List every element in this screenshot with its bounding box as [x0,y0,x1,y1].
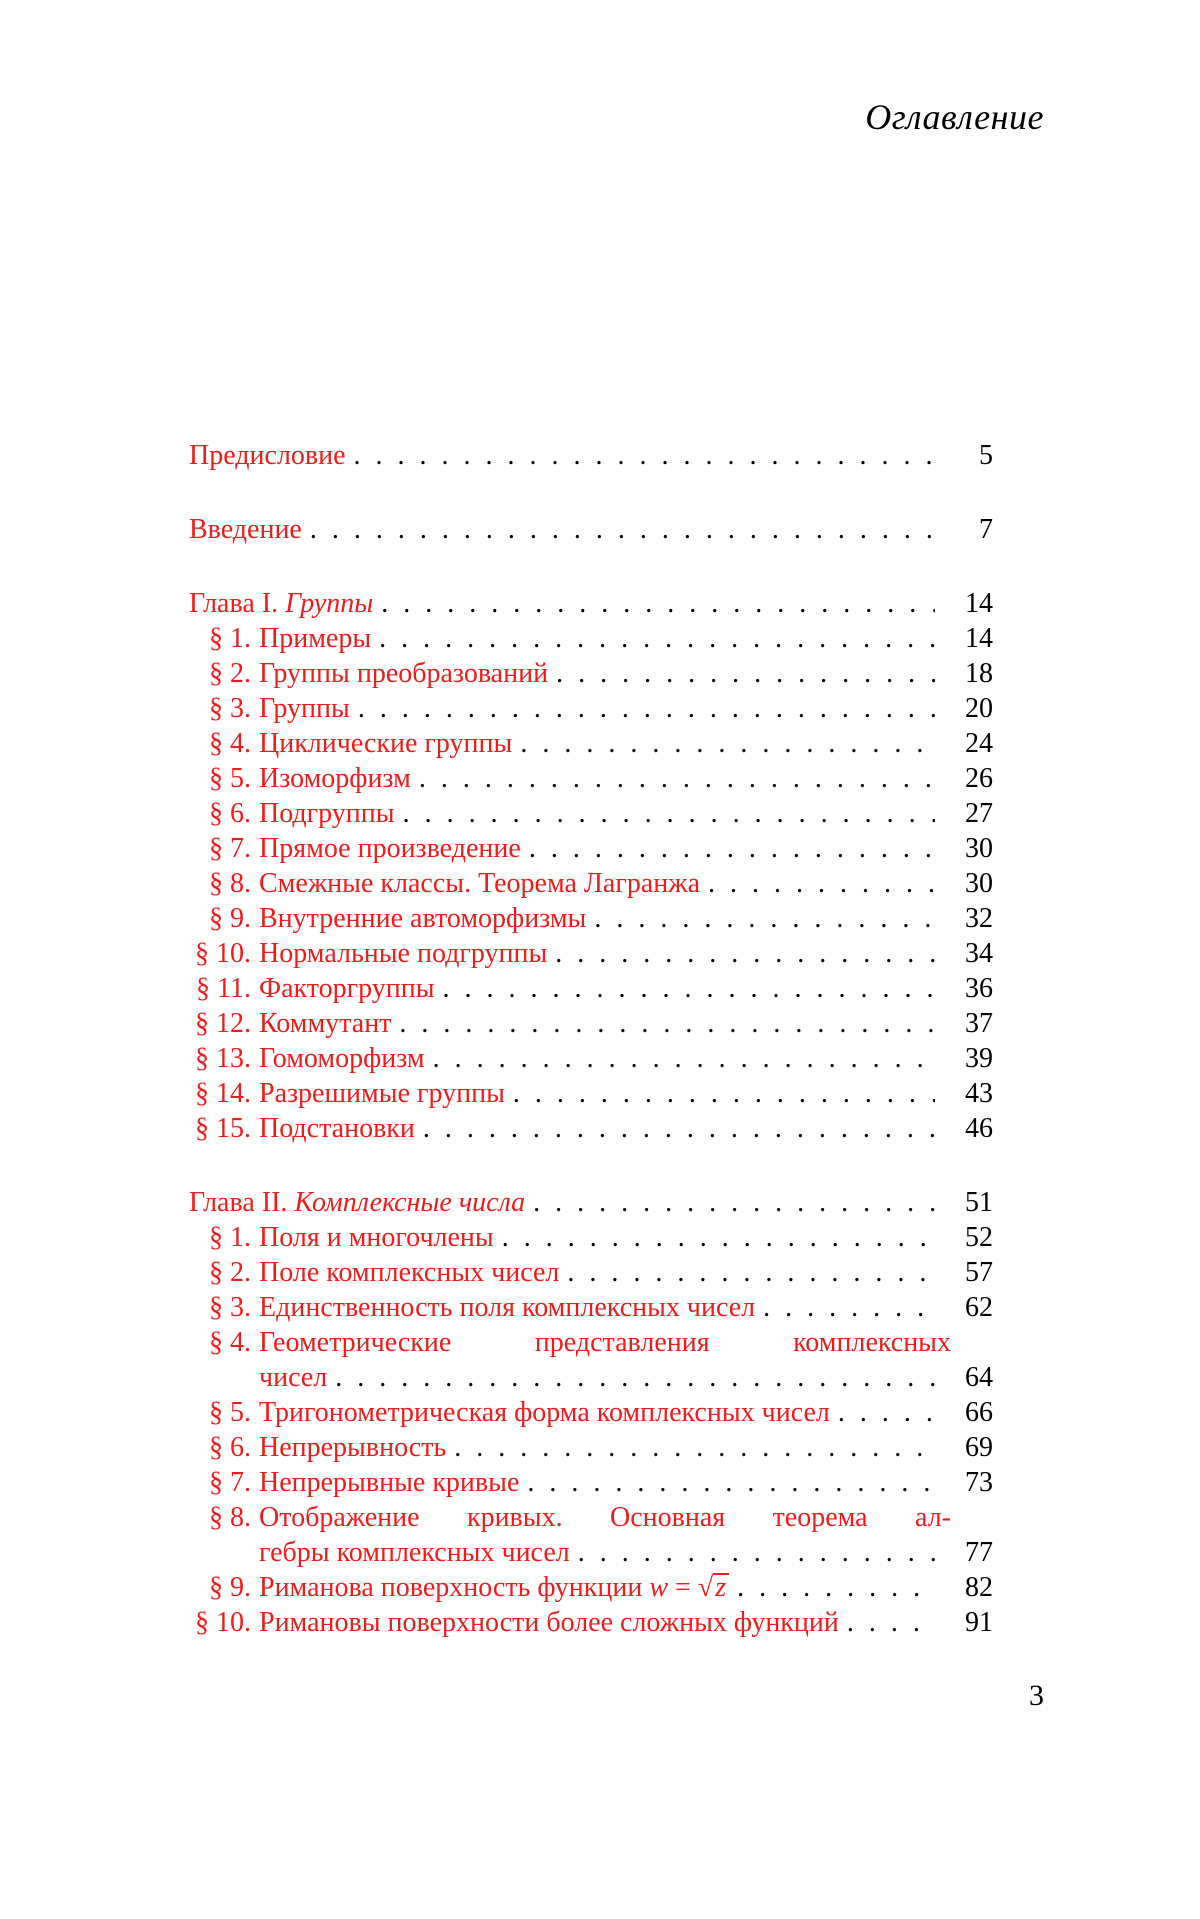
section-number: § 15. [189,1111,259,1146]
section-title-text: Изоморфизм [259,763,411,794]
toc-section-entry[interactable] [189,1076,993,1111]
section-number: § 5. [189,761,259,796]
toc-section-entry[interactable] [189,656,993,691]
section-title[interactable] [259,761,411,796]
dot-leader [578,1535,935,1570]
toc-entry-page: 57 [943,1255,993,1290]
chapter-name: Группы [285,588,373,619]
section-title[interactable] [259,1430,446,1465]
dot-leader [594,901,935,936]
section-title-text: Нормальные подгруппы [259,938,547,969]
toc-entry-page: 39 [943,1041,993,1076]
formula-equals: = [675,1572,691,1603]
section-title[interactable] [259,1041,425,1076]
toc-section-entry[interactable] [189,1465,993,1500]
section-number: § 9. [189,901,259,936]
toc-section-entry[interactable] [189,1605,993,1640]
section-title-text: Гомоморфизм [259,1043,425,1074]
section-number: § 7. [189,831,259,866]
toc-entry-title[interactable]: Предисловие [189,438,346,473]
dot-leader [399,1006,935,1041]
toc-entry-page: 69 [943,1430,993,1465]
toc-entry-page: 24 [943,726,993,761]
chapter-title[interactable] [189,1185,525,1220]
toc-section-entry[interactable] [189,726,993,761]
dot-leader [454,1430,935,1465]
section-number: § 7. [189,1465,259,1500]
chapter-title[interactable] [189,586,373,621]
dot-leader [419,761,935,796]
section-number: § 8. [189,1500,259,1535]
dot-leader [354,438,935,473]
toc-section-entry-continued[interactable] [189,1535,993,1570]
section-title[interactable] [259,866,700,901]
section-title-text: Коммутант [259,1008,391,1039]
chapter-name: Комплексные числа [294,1187,525,1218]
page-number: 3 [1029,1679,1044,1713]
section-title[interactable] [259,1290,755,1325]
dot-leader [737,1570,935,1605]
toc-section-entry[interactable] [189,691,993,726]
section-title-text: Непрерывные кривые [259,1467,519,1498]
section-number: § 9. [189,1570,259,1605]
section-title[interactable] [259,901,586,936]
section-title[interactable] [259,1395,830,1430]
dot-leader [520,726,935,761]
toc-entry-page: 7 [943,512,993,547]
dot-leader [838,1395,935,1430]
toc-section-entry[interactable] [189,1430,993,1465]
toc-section-entry[interactable] [189,936,993,971]
section-title-line1[interactable]: Геометрические представления комплексных [259,1325,951,1360]
toc-section-entry[interactable] [189,621,993,656]
section-title[interactable] [259,726,512,761]
section-title-text: Подгруппы [259,798,395,829]
section-number: § 1. [189,1220,259,1255]
section-title-text: Римановы поверхности более сложных функций [259,1607,839,1638]
toc-section-entry[interactable] [189,1255,993,1290]
chapter-prefix: Глава II. [189,1187,287,1218]
toc-entry-page: 66 [943,1395,993,1430]
section-title-text: Смежные классы. Теорема Лагранжа [259,868,700,899]
table-of-contents [189,438,993,1640]
toc-entry-page: 37 [943,1006,993,1041]
toc-chapter-1[interactable] [189,586,993,621]
toc-entry-page: 34 [943,936,993,971]
toc-section-entry[interactable] [189,901,993,936]
dot-leader [443,971,935,1006]
section-title-text: Поле комплексных чисел [259,1257,559,1288]
toc-entry-page: 52 [943,1220,993,1255]
section-title-line1[interactable]: Отображение кривых. Основная теорема ал- [259,1500,951,1535]
section-title[interactable] [259,1006,391,1041]
dot-leader [847,1605,935,1640]
toc-entry-page: 14 [943,586,993,621]
dot-leader [335,1360,935,1395]
section-number: § 6. [189,1430,259,1465]
section-number: § 2. [189,1255,259,1290]
section-title-text: Внутренние автоморфизмы [259,903,586,934]
section-title[interactable] [259,1111,415,1146]
toc-entry-page: 62 [943,1290,993,1325]
section-number: § 13. [189,1041,259,1076]
toc-section-entry[interactable] [189,1395,993,1430]
toc-section-entry[interactable] [189,866,993,901]
section-title-text: Разрешимые группы [259,1078,505,1109]
section-title-text: Риманова поверхность функции [259,1572,642,1603]
section-title[interactable] [259,936,547,971]
toc-section-entry[interactable] [189,831,993,866]
toc-section-entry[interactable] [189,1041,993,1076]
section-title-text: Прямое произведение [259,833,521,864]
toc-section-entry[interactable] [189,1500,993,1535]
section-number: § 10. [189,1605,259,1640]
toc-entry-page: 5 [943,438,993,473]
formula-lhs: w [649,1572,668,1603]
section-title[interactable] [259,691,350,726]
section-number: § 12. [189,1006,259,1041]
toc-section-entry[interactable] [189,1220,993,1255]
section-number: § 5. [189,1395,259,1430]
dot-leader [556,656,935,691]
toc-entry-intro[interactable] [189,512,993,547]
section-title[interactable] [259,621,371,656]
toc-section-entry[interactable] [189,1570,993,1605]
dot-leader [502,1220,935,1255]
section-number: § 4. [189,1325,259,1360]
toc-entry-page: 14 [943,621,993,656]
section-number: § 14. [189,1076,259,1111]
toc-entry-page: 18 [943,656,993,691]
running-title: Оглавление [865,96,1044,138]
section-title[interactable] [259,656,548,691]
section-title[interactable] [259,831,521,866]
dot-leader [381,586,935,621]
toc-section-entry[interactable] [189,1290,993,1325]
toc-entry-page: 30 [943,831,993,866]
section-title[interactable] [259,1570,729,1605]
toc-entry-page: 27 [943,796,993,831]
dot-leader [358,691,935,726]
toc-entry-preface[interactable] [189,438,993,473]
dot-leader [310,512,935,547]
dot-leader [513,1076,935,1111]
section-number: § 6. [189,796,259,831]
toc-entry-page: 73 [943,1465,993,1500]
formula-radicand: z [713,1573,729,1601]
formula: w = √z [649,1572,729,1603]
chapter-prefix: Глава I. [189,588,278,619]
dot-leader [555,936,935,971]
toc-entry-page: 64 [943,1360,993,1395]
toc-entry-page: 43 [943,1076,993,1111]
section-number: § 10. [189,936,259,971]
section-title-text: Факторгруппы [259,973,435,1004]
toc-entry-page: 32 [943,901,993,936]
section-title[interactable] [259,1465,519,1500]
section-title-text: Подстановки [259,1113,415,1144]
toc-section-entry[interactable] [189,761,993,796]
section-title[interactable] [259,1255,559,1290]
dot-leader [529,831,935,866]
section-title-text: Группы [259,693,350,724]
toc-section-entry[interactable] [189,1111,993,1146]
toc-entry-page: 36 [943,971,993,1006]
section-number: § 2. [189,656,259,691]
section-title-text: Поля и многочлены [259,1222,494,1253]
toc-section-entry[interactable] [189,1006,993,1041]
section-title[interactable] [259,1605,839,1640]
section-title[interactable] [259,1220,494,1255]
section-title-line2[interactable]: чисел [189,1360,327,1395]
section-title-line2[interactable]: гебры комплексных чисел [189,1535,570,1570]
toc-chapter-2[interactable] [189,1185,993,1220]
toc-entry-page: 82 [943,1570,993,1605]
toc-section-entry[interactable] [189,796,993,831]
dot-leader [708,866,935,901]
section-number: § 11. [189,971,259,1006]
dot-leader [763,1290,935,1325]
section-title-text: Тригонометрическая форма комплексных чисел [259,1397,830,1428]
dot-leader [533,1185,935,1220]
section-title-text: Циклические группы [259,728,512,759]
section-number: § 1. [189,621,259,656]
dot-leader [433,1041,935,1076]
section-number: § 8. [189,866,259,901]
section-title-text: Группы преобразований [259,658,548,689]
toc-entry-page: 51 [943,1185,993,1220]
section-title[interactable] [259,1076,505,1111]
toc-section-entry[interactable] [189,1325,993,1360]
section-title[interactable] [259,971,435,1006]
dot-leader [423,1111,935,1146]
toc-entry-page: 91 [943,1605,993,1640]
section-number: § 3. [189,691,259,726]
dot-leader [527,1465,935,1500]
section-number: § 4. [189,726,259,761]
section-number: § 3. [189,1290,259,1325]
toc-entry-page: 77 [943,1535,993,1570]
toc-section-entry[interactable] [189,971,993,1006]
section-title[interactable] [259,796,395,831]
toc-section-entry-continued[interactable] [189,1360,993,1395]
toc-entry-page: 46 [943,1111,993,1146]
toc-entry-page: 20 [943,691,993,726]
toc-entry-title[interactable]: Введение [189,512,302,547]
toc-entry-page: 30 [943,866,993,901]
dot-leader [403,796,935,831]
section-title-text: Единственность поля комплексных чисел [259,1292,755,1323]
section-title-text: Примеры [259,623,371,654]
dot-leader [567,1255,935,1290]
dot-leader [379,621,935,656]
toc-entry-page: 26 [943,761,993,796]
section-title-text: Непрерывность [259,1432,446,1463]
